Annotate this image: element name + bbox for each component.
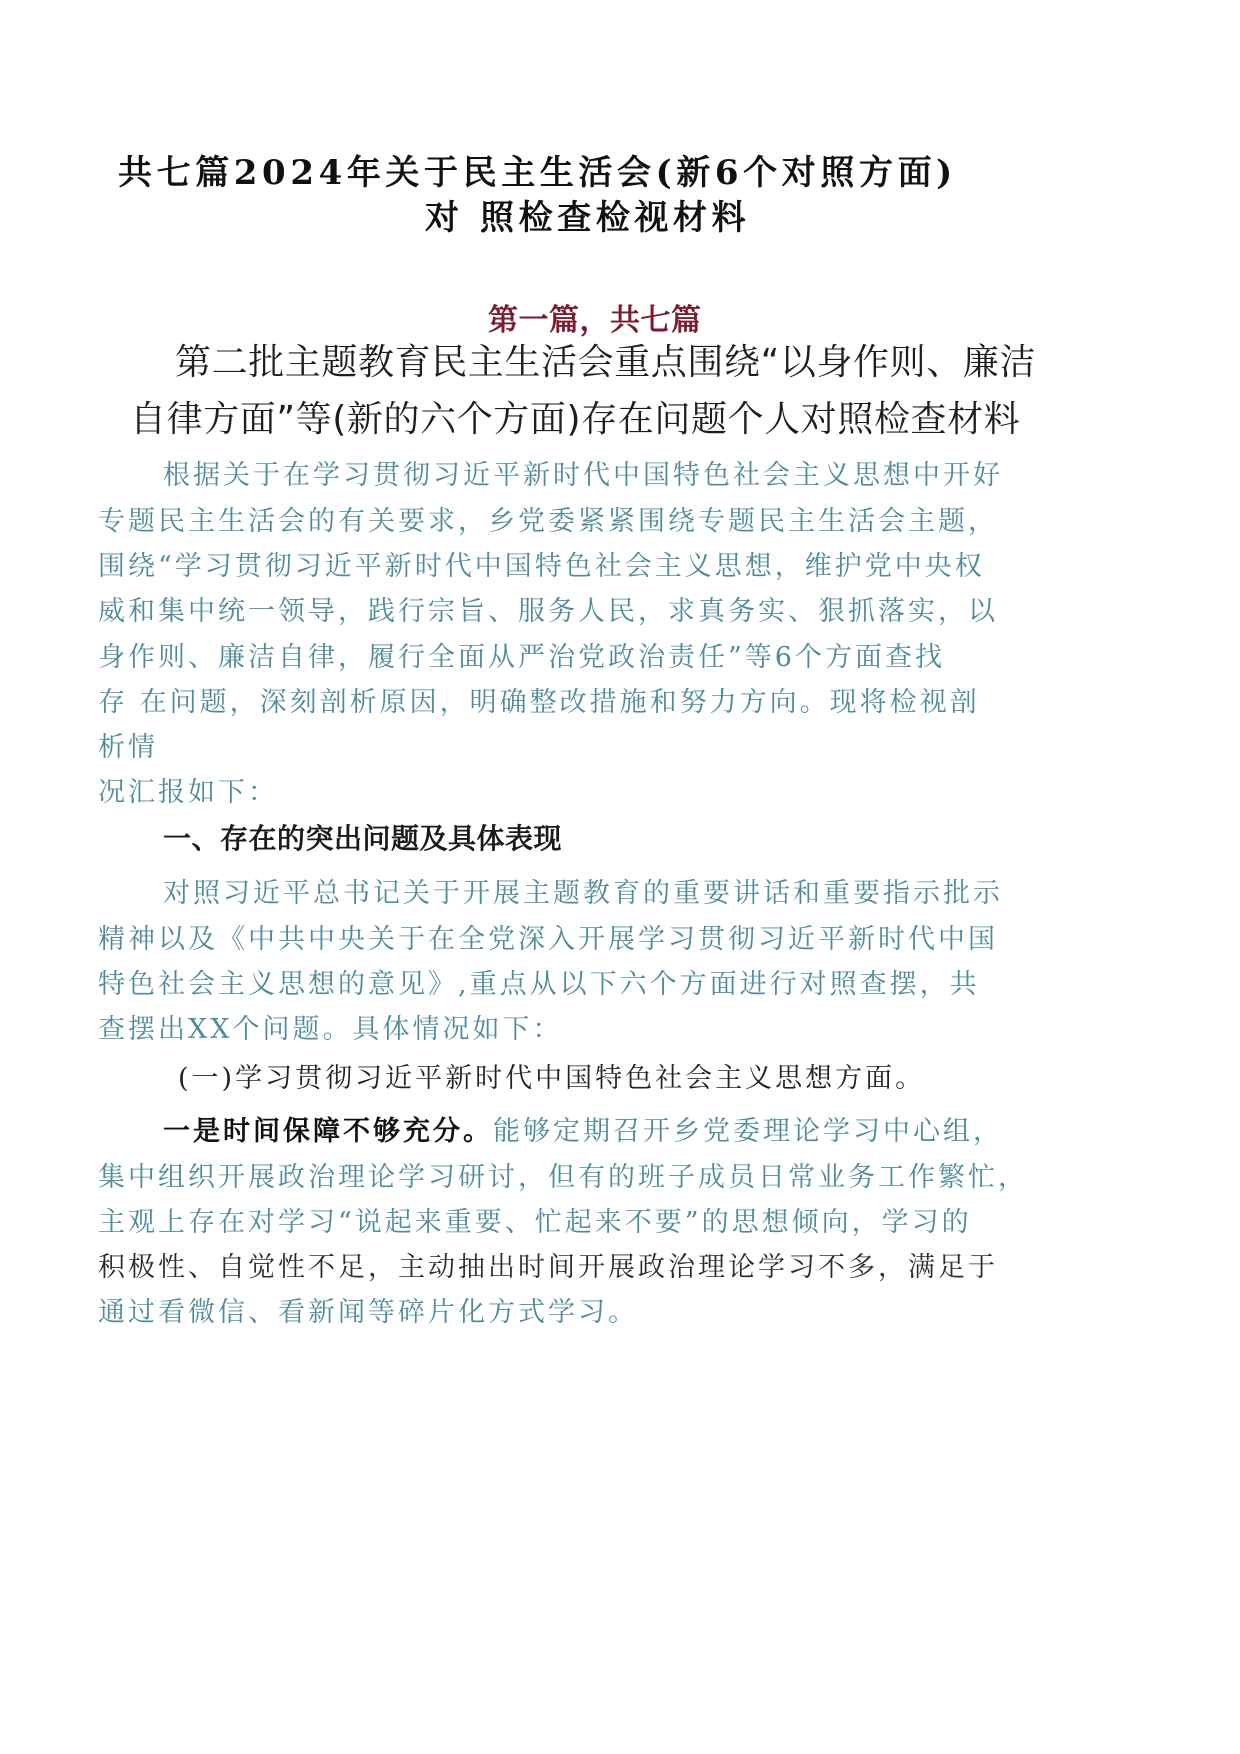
paragraph-line [163, 1118, 1003, 1145]
section-heading: 一、存在的突出问题及具体表现 [163, 822, 563, 855]
subsection-heading: (一)学习贯彻习近平新时代中国特色社会主义思想方面。 [178, 1063, 926, 1094]
paragraph-text: 能够定期召开乡党委理论学习中心组， [493, 1116, 1003, 1147]
paragraph-line: 对照习近平总书记关于开展主题教育的重要讲话和重要指示批示 [163, 878, 1003, 909]
paragraph-line: 专题民主生活会的有关要求，乡党委紧紧围绕专题民主生活会主题， [98, 506, 998, 537]
paragraph-line: 查摆出XX个问题。具体情况如下： [98, 1014, 563, 1045]
paragraph-lead: 一是时间保障不够充分。 [163, 1116, 493, 1147]
paragraph-line: 根据关于在学习贯彻习近平新时代中国特色社会主义思想中开好 [163, 460, 1003, 491]
paragraph-line: 特色社会主义思想的意见》,重点从以下六个方面进行对照查摆，共 [98, 969, 980, 1000]
paragraph-line: 围绕“学习贯彻习近平新时代中国特色社会主义思想，维护党中央权 [98, 551, 985, 582]
subtitle-line-2: 自律方面”等(新的六个方面)存在问题个人对照检查材料 [130, 399, 1021, 440]
paragraph-line: 威和集中统一领导，践行宗旨、服务人民，求真务实、狠抓落实，以 [98, 596, 998, 627]
document-title-line-1: 共七篇2024年关于民主生活会(新6个对照方面) [118, 153, 957, 193]
subtitle-line-1: 第二批主题教育民主生活会重点围绕“以身作则、廉洁 [175, 342, 1037, 383]
paragraph-line: 通过看微信、看新闻等碎片化方式学习。 [98, 1297, 638, 1328]
chapter-label: 第一篇，共七篇 [488, 303, 702, 338]
paragraph-line: 析情 [98, 732, 158, 763]
paragraph-line: 身作则、廉洁自律，履行全面从严治党政治责任”等6个方面查找 [98, 642, 945, 673]
paragraph-line: 积极性、自觉性不足，主动抽出时间开展政治理论学习不多，满足于 [98, 1252, 998, 1283]
paragraph-line: 况汇报如下： [98, 777, 278, 808]
paragraph-line: 主观上存在对学习“说起来重要、忙起来不要”的思想倾向，学习的 [98, 1207, 972, 1238]
document-title-line-2: 对 照检查检视材料 [425, 198, 751, 238]
paragraph-line: 精神以及《中共中央关于在全党深入开展学习贯彻习近平新时代中国 [98, 924, 998, 955]
paragraph-line: 存 在问题，深刻剖析原因，明确整改措施和努力方向。现将检视剖 [98, 687, 980, 718]
paragraph-line: 集中组织开展政治理论学习研讨，但有的班子成员日常业务工作繁忙， [98, 1162, 1028, 1193]
